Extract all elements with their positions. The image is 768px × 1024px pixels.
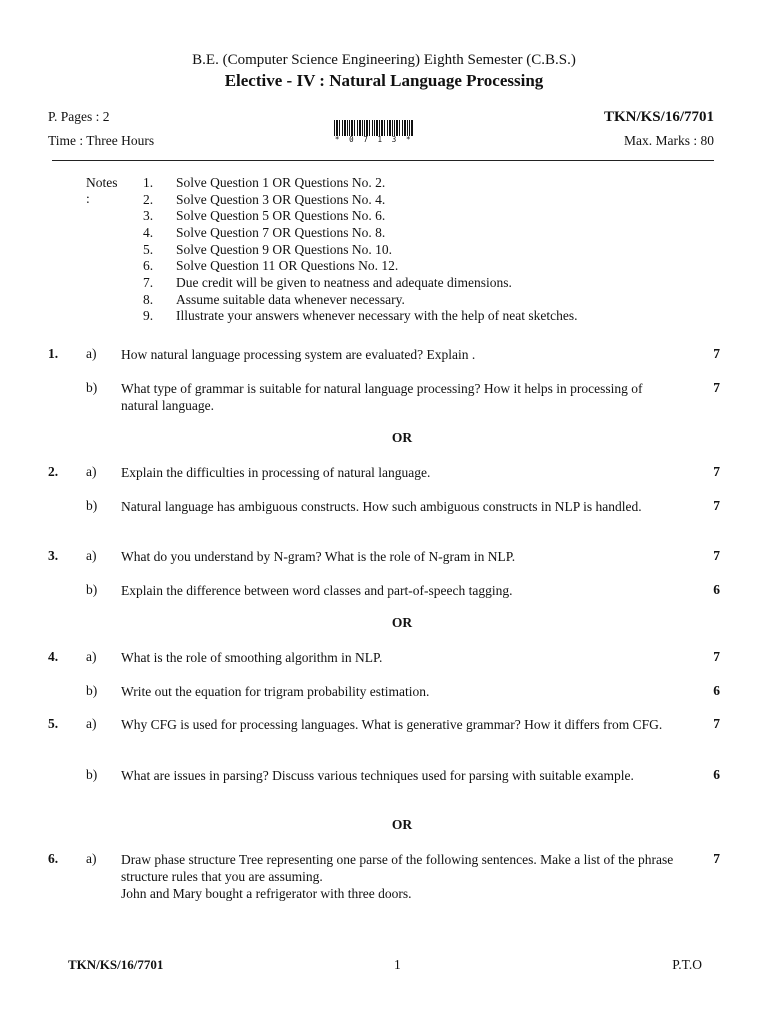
question-text: What is the role of smoothing algorithm in NLP. xyxy=(121,650,383,665)
question-marks: 7 xyxy=(713,649,720,664)
question-marks: 7 xyxy=(713,346,720,361)
subquestion-label: b) xyxy=(86,767,98,782)
subquestion-label: b) xyxy=(86,498,98,513)
exam-duration: Time : Three Hours xyxy=(48,133,155,148)
question-text: Explain the difficulties in processing of natural language. xyxy=(121,465,431,480)
question-number: 1. xyxy=(48,346,59,361)
subquestion-label: b) xyxy=(86,380,98,395)
question-marks: 7 xyxy=(713,548,720,563)
paper-code: TKN/KS/16/7701 xyxy=(603,109,714,125)
subquestion-label: a) xyxy=(86,464,97,479)
header-divider xyxy=(52,160,714,161)
note-item: 4. Solve Question 7 OR Questions No. 8. xyxy=(143,225,386,240)
or-separator: OR xyxy=(391,430,413,445)
question-marks: 6 xyxy=(713,582,720,597)
subquestion-label: a) xyxy=(86,851,97,866)
question-sentence: John and Mary bought a refrigerator with three doors. xyxy=(121,886,412,901)
footer-paper-code: TKN/KS/16/7701 xyxy=(68,957,164,972)
question-marks: 6 xyxy=(713,767,720,782)
subquestion-label: a) xyxy=(86,346,97,361)
notes-label: Notes : xyxy=(86,175,118,206)
question-marks: 7 xyxy=(713,716,720,731)
note-item: 7. Due credit will be given to neatness and adequate dimensions. xyxy=(143,275,512,290)
question-text: Why CFG is used for processing languages. What is generative grammar? How it differs from CFG. xyxy=(121,717,663,732)
question-number: 5. xyxy=(48,716,59,731)
subquestion-label: a) xyxy=(86,649,97,664)
question-text: What type of grammar is suitable for natural language processing? How it helps in processing of natural language. xyxy=(121,381,643,413)
question-number: 3. xyxy=(48,548,59,563)
note-item: 2. Solve Question 3 OR Questions No. 4. xyxy=(143,192,386,207)
or-separator: OR xyxy=(391,817,413,832)
question-marks: 7 xyxy=(713,851,720,866)
page-number: 1 xyxy=(394,957,401,972)
question-number: 6. xyxy=(48,851,59,866)
question-marks: 7 xyxy=(713,498,720,513)
note-item: 8. Assume suitable data whenever necessary. xyxy=(143,292,405,307)
subquestion-label: a) xyxy=(86,548,97,563)
question-number: 4. xyxy=(48,649,59,664)
note-item: 6. Solve Question 11 OR Questions No. 12. xyxy=(143,258,399,273)
subquestion-label: a) xyxy=(86,716,97,731)
exam-title-course: B.E. (Computer Science Engineering) Eighth Semester (C.B.S.) xyxy=(192,52,576,68)
barcode-icon xyxy=(334,120,414,136)
question-number: 2. xyxy=(48,464,59,479)
note-item: 5. Solve Question 9 OR Questions No. 10. xyxy=(143,242,392,257)
max-marks: Max. Marks : 80 xyxy=(624,133,714,148)
question-text: How natural language processing system are evaluated? Explain . xyxy=(121,347,476,362)
question-text: Explain the difference between word classes and part-of-speech tagging. xyxy=(121,583,513,598)
please-turn-over: P.T.O xyxy=(672,957,702,972)
page-count: P. Pages : 2 xyxy=(48,109,110,124)
question-marks: 7 xyxy=(713,464,720,479)
barcode-number: * 0 7 1 3 * xyxy=(334,135,414,144)
note-item: 1. Solve Question 1 OR Questions No. 2. xyxy=(143,175,386,190)
or-separator: OR xyxy=(391,615,413,630)
question-text xyxy=(121,851,681,902)
exam-title-subject: Elective - IV : Natural Language Processing xyxy=(224,71,544,90)
question-text: What are issues in parsing? Discuss various techniques used for parsing with suitable example. xyxy=(121,768,634,783)
subquestion-label: b) xyxy=(86,582,98,597)
barcode xyxy=(334,120,414,148)
question-text: Write out the equation for trigram probability estimation. xyxy=(121,684,430,699)
subquestion-label: b) xyxy=(86,683,98,698)
question-marks: 7 xyxy=(713,380,720,395)
question-instruction: Draw phase structure Tree representing one parse of the following sentences. Make a list of the phrase structure rules that you are assuming. xyxy=(121,852,674,884)
question-text: Natural language has ambiguous constructs. How such ambiguous constructs in NLP is handled. xyxy=(121,499,642,514)
note-item: 3. Solve Question 5 OR Questions No. 6. xyxy=(143,208,386,223)
note-item: 9. Illustrate your answers whenever necessary with the help of neat sketches. xyxy=(143,308,578,323)
question-text: What do you understand by N-gram? What is the role of N-gram in NLP. xyxy=(121,549,516,564)
question-marks: 6 xyxy=(713,683,720,698)
